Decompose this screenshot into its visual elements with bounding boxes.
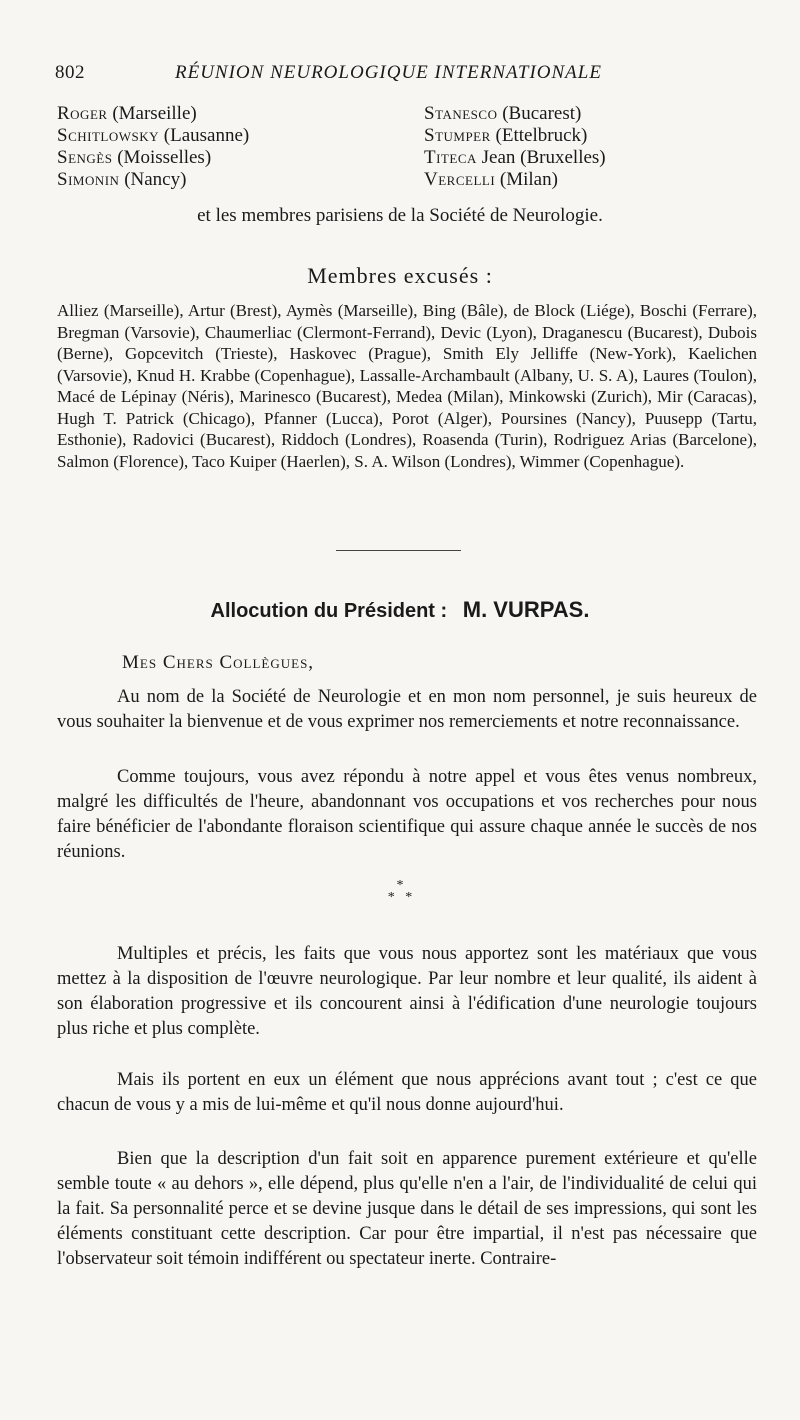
allocution-title: Allocution du Président : bbox=[210, 600, 448, 622]
parisiens-line: et les membres parisiens de la Société de Neurologie. bbox=[197, 205, 603, 226]
member-entry: Vercelli (Milan) bbox=[424, 169, 558, 190]
salutation: Mes Chers Collègues, bbox=[122, 652, 315, 673]
allocution-heading bbox=[0, 597, 800, 623]
member-entry: Titeca Jean (Bruxelles) bbox=[424, 147, 606, 168]
member-entry: Sengès (Moisselles) bbox=[57, 147, 212, 168]
page-number: 802 bbox=[55, 62, 85, 83]
member-entry: Schitlowsky (Lausanne) bbox=[57, 125, 250, 146]
president-name: M. VURPAS. bbox=[462, 597, 590, 622]
members-column-left bbox=[57, 103, 397, 191]
body-paragraph: Bien que la description d'un fait soit en apparence purement extérieure et qu'elle semble toute « au dehors », elle dépend, plus qu'elle n'en a l'air, de l'individualité de celui qui la fait. Sa personnalité perce et se devine jusque dans le détail de ses impressions, qui sont les éléments constituant cette description. Car pour être impartial, il n'est pas nécessaire que l'observateur soit témoin indifférent ou spectateur inerte. Contraire- bbox=[57, 1149, 757, 1269]
running-title: RÉUNION NEUROLOGIQUE INTERNATIONALE bbox=[175, 62, 602, 83]
excuses-heading: Membres excusés : bbox=[307, 263, 493, 288]
body-paragraph: Au nom de la Société de Neurologie et en mon nom personnel, je suis heureux de vous souhaiter la bienvenue et de vous exprimer nos remerciements et notre reconnaissance. bbox=[57, 687, 757, 732]
asterism-separator: * * * bbox=[387, 878, 413, 905]
member-entry: Stumper (Ettelbruck) bbox=[424, 125, 588, 146]
member-entry: Stanesco (Bucarest) bbox=[424, 103, 582, 124]
member-entry: Simonin (Nancy) bbox=[57, 169, 187, 190]
body-paragraph: Mais ils portent en eux un élément que nous apprécions avant tout ; c'est ce que chacun de vous y a mis de lui-même et qu'il nous donne aujourd'hui. bbox=[57, 1070, 757, 1115]
member-entry: Roger (Marseille) bbox=[57, 103, 197, 124]
members-column-right bbox=[424, 103, 764, 191]
body-paragraph: Comme toujours, vous avez répondu à notre appel et vous êtes venus nombreux, malgré les difficultés de l'heure, abandonnant vos occupations et vos recherches pour nous faire bénéficier de l'abondante floraison scientifique qui assure chaque année le succès de nos réunions. bbox=[57, 767, 757, 862]
body-paragraph: Multiples et précis, les faits que vous nous apportez sont les matériaux que vous mettez à la disposition de l'œuvre neurologique. Par leur nombre et leur qualité, ils aident à son élaboration progressive et ils concourent ainsi à l'édification d'une neurologie toujours plus riche et plus complète. bbox=[57, 944, 757, 1039]
section-divider bbox=[336, 550, 461, 551]
excuses-paragraph: Alliez (Marseille), Artur (Brest), Aymès (Marseille), Bing (Bâle), de Block (Liége), Boschi (Ferrare), Bregman (Varsovie), Chaumerliac (Clermont-Ferrand), Devic (Lyon), Draganescu (Bucarest), Dubois (Berne), Gopcevitch (Trieste), Haskovec (Prague), Smith Ely Jelliffe (New-York), Kaelichen (Varsovie), Knud H. Krabbe (Copenhague), Lassalle-Archambault (Albany, U. S. A), Laures (Toulon), Macé de Lépinay (Néris), Marinesco (Bucarest), Medea (Milan), Minkowski (Zurich), Mir (Caracas), Hugh T. Patrick (Chicago), Pfanner (Lucca), Porot (Alger), Poursines (Nancy), Puusepp (Tartu, Esthonie), Radovici (Bucarest), Riddoch (Londres), Roasenda (Turin), Rodriguez Arias (Barcelone), Salmon (Florence), Taco Kuiper (Haerlen), S. A. Wilson (Londres), Wimmer (Copenhague). bbox=[57, 301, 757, 471]
